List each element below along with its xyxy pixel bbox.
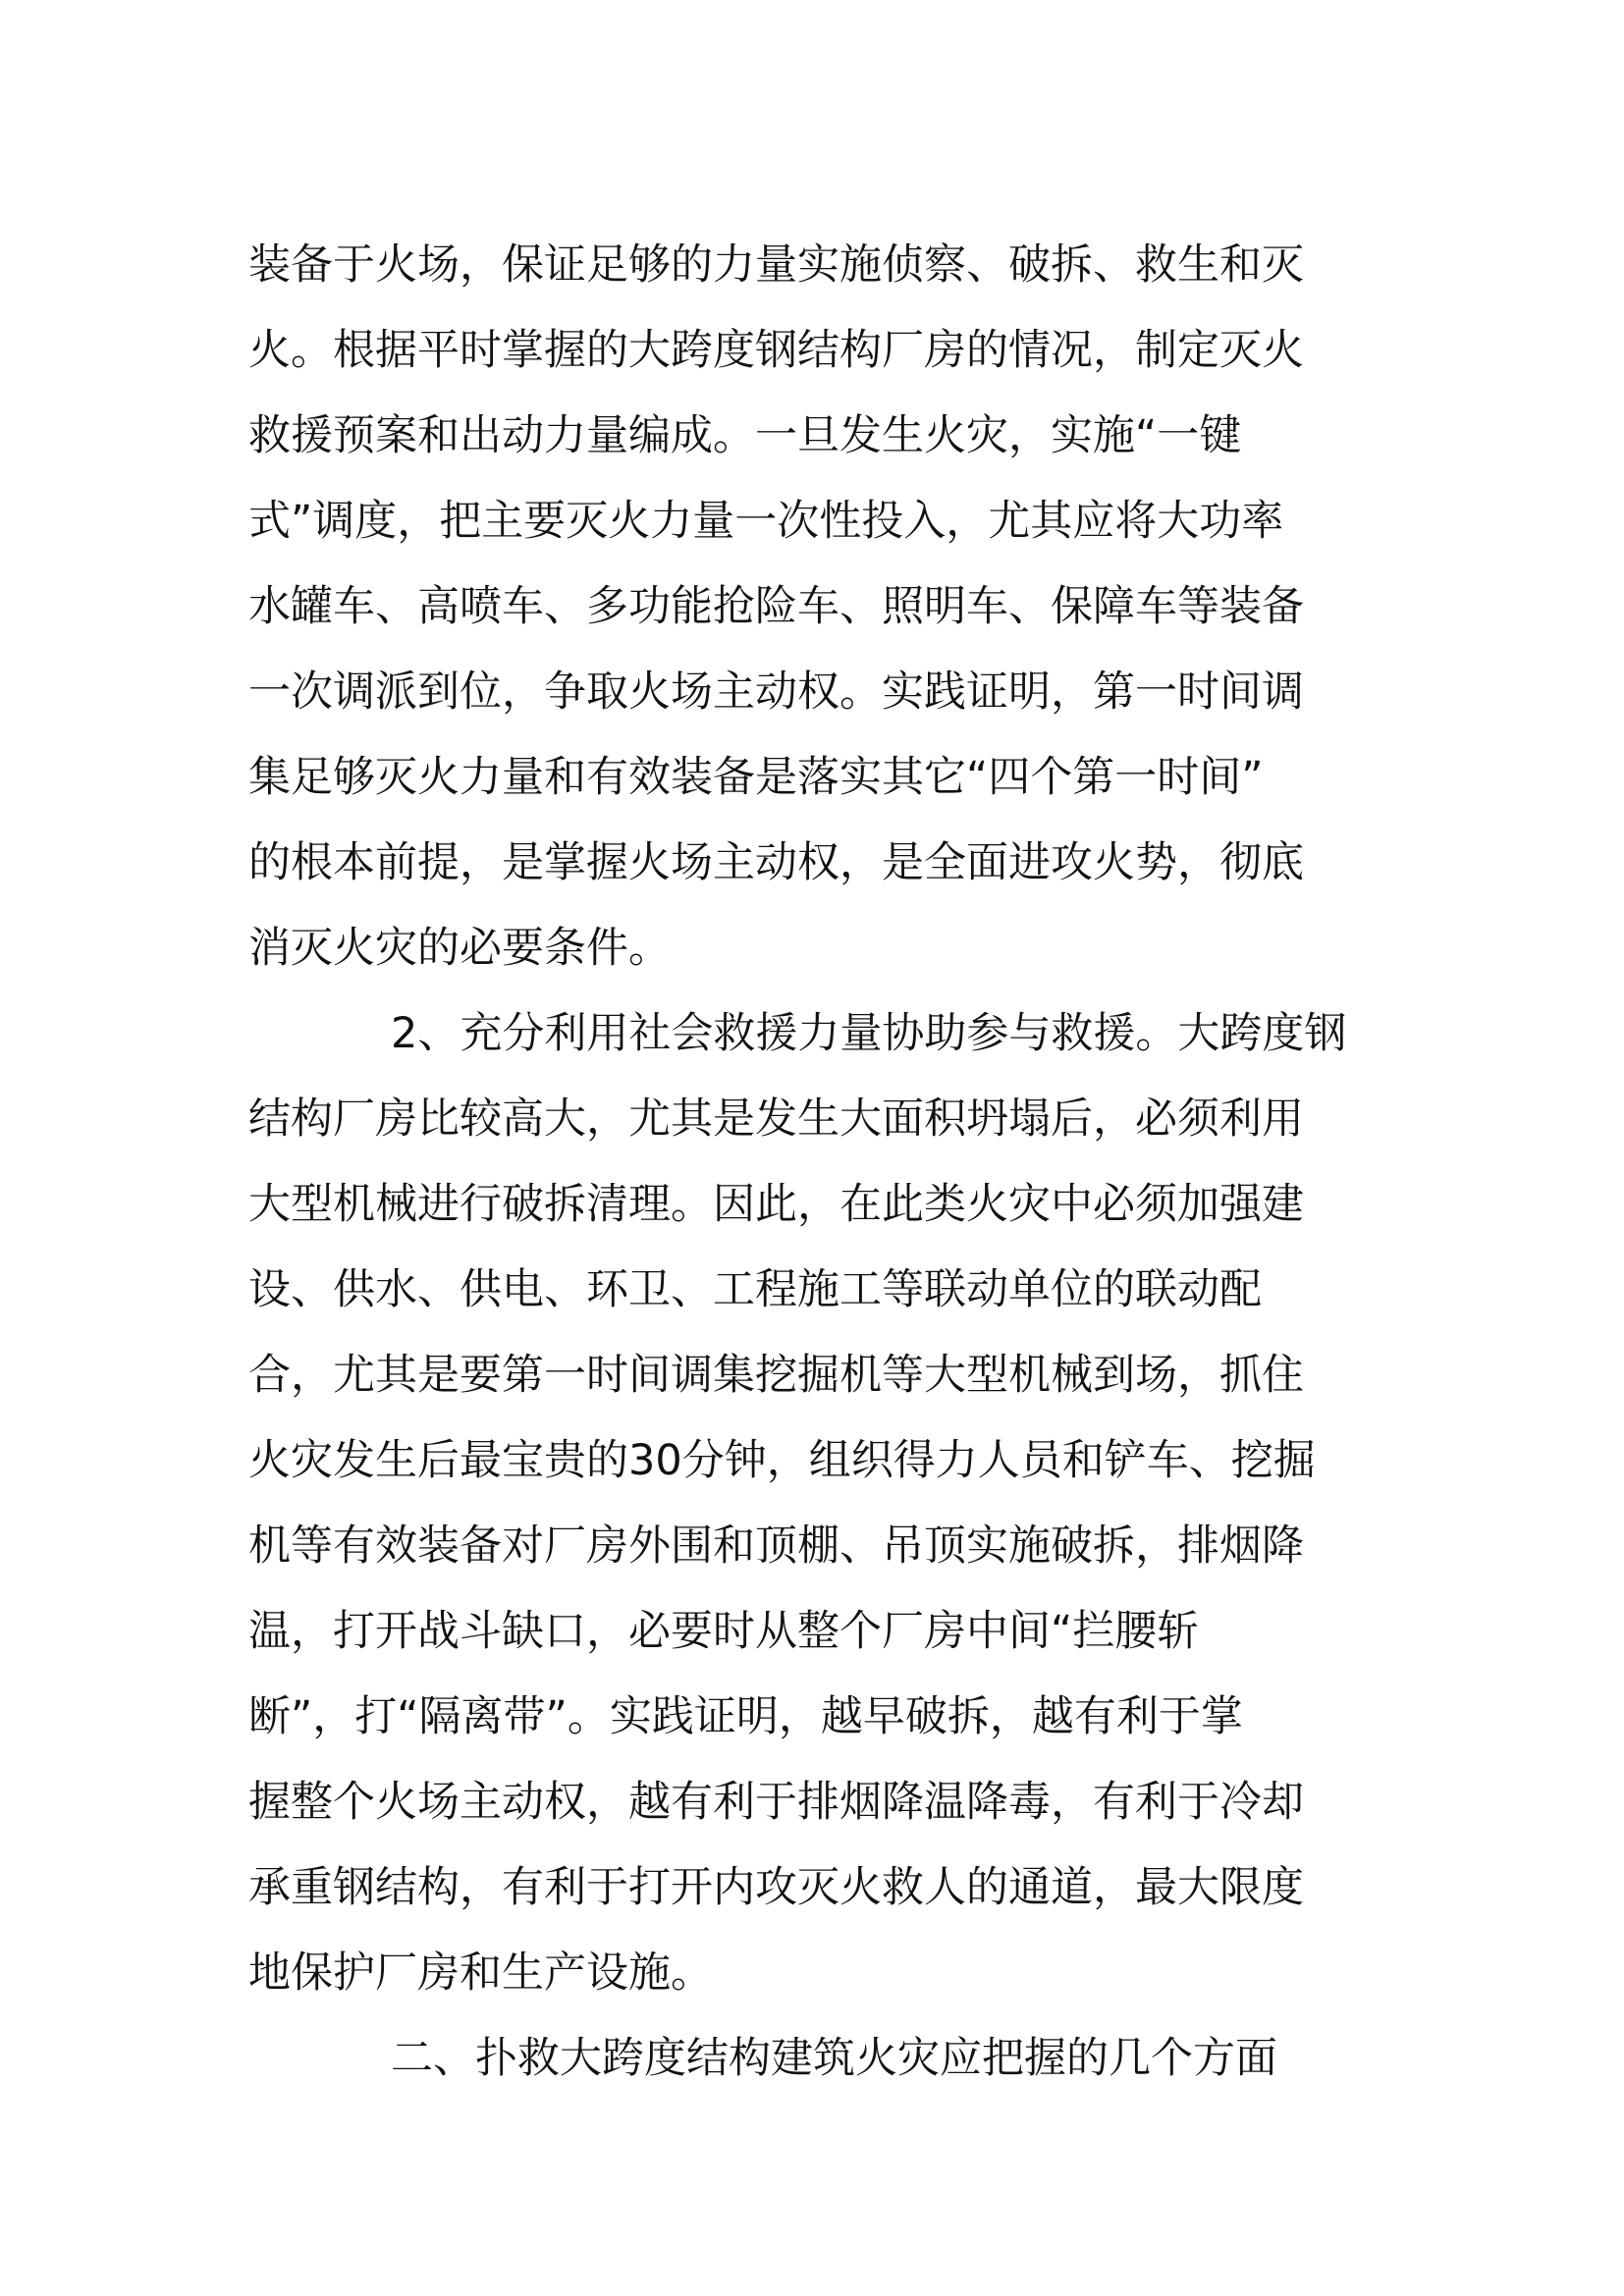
text-line: 结构厂房比较高大，尤其是发生大面积坍塌后，必须利用 [248, 1095, 1304, 1144]
text-line: 火灾发生后最宝贵的30分钟，组织得力人员和铲车、挖掘 [248, 1436, 1316, 1485]
text-line: 设、供水、供电、环卫、工程施工等联动单位的联动配 [248, 1265, 1262, 1314]
text-line: 温，打开战斗缺口，必要时从整个厂房中间“拦腰斩 [248, 1607, 1200, 1656]
text-line: 一次调派到位，争取火场主动权。实践证明，第一时间调 [248, 667, 1304, 717]
text-line: 2、充分利用社会救援力量协助参与救援。大跨度钢 [391, 1009, 1347, 1058]
section-heading [248, 2016, 1486, 2102]
text-line: 火。根据平时掌握的大跨度钢结构厂房的情况，制定灭火 [248, 326, 1304, 375]
text-line: 握整个火场主动权，越有利于排烟降温降毒，有利于冷却 [248, 1778, 1304, 1827]
text-line: 大型机械进行破拆清理。因此，在此类火灾中必须加强建 [248, 1180, 1304, 1229]
text-line: 承重钢结构，有利于打开内攻灭火救人的通道，最大限度 [248, 1863, 1304, 1912]
paragraph-continued [248, 223, 1486, 991]
text-line: 救援预案和出动力量编成。一旦发生火灾，实施“一键 [248, 411, 1242, 460]
text-line: 集足够灭火力量和有效装备是落实其它“四个第一时间” [248, 753, 1264, 802]
text-line: 机等有效装备对厂房外围和顶棚、吊顶实施破拆，排烟降 [248, 1522, 1304, 1571]
text-line: 的根本前提，是掌握火场主动权，是全面进攻火势，彻底 [248, 838, 1304, 887]
text-line: 断”，打“隔离带”。实践证明，越早破拆，越有利于掌 [248, 1692, 1243, 1741]
text-line: 装备于火场，保证足够的力量实施侦察、破拆、救生和灭 [248, 240, 1304, 290]
text-line: 消灭火灾的必要条件。 [248, 924, 671, 973]
text-line: 水罐车、高喷车、多功能抢险车、照明车、保障车等装备 [248, 582, 1304, 631]
paragraph-social-rescue [248, 991, 1486, 2016]
text-line: 合，尤其是要第一时间调集挖掘机等大型机械到场，抓住 [248, 1351, 1304, 1400]
text-line: 式”调度，把主要灭火力量一次性投入，尤其应将大功率 [248, 497, 1284, 546]
text-line: 地保护厂房和生产设施。 [248, 1949, 713, 1998]
document-page [248, 223, 1486, 2102]
heading-line: 二、扑救大跨度结构建筑火灾应把握的几个方面 [391, 2034, 1277, 2083]
